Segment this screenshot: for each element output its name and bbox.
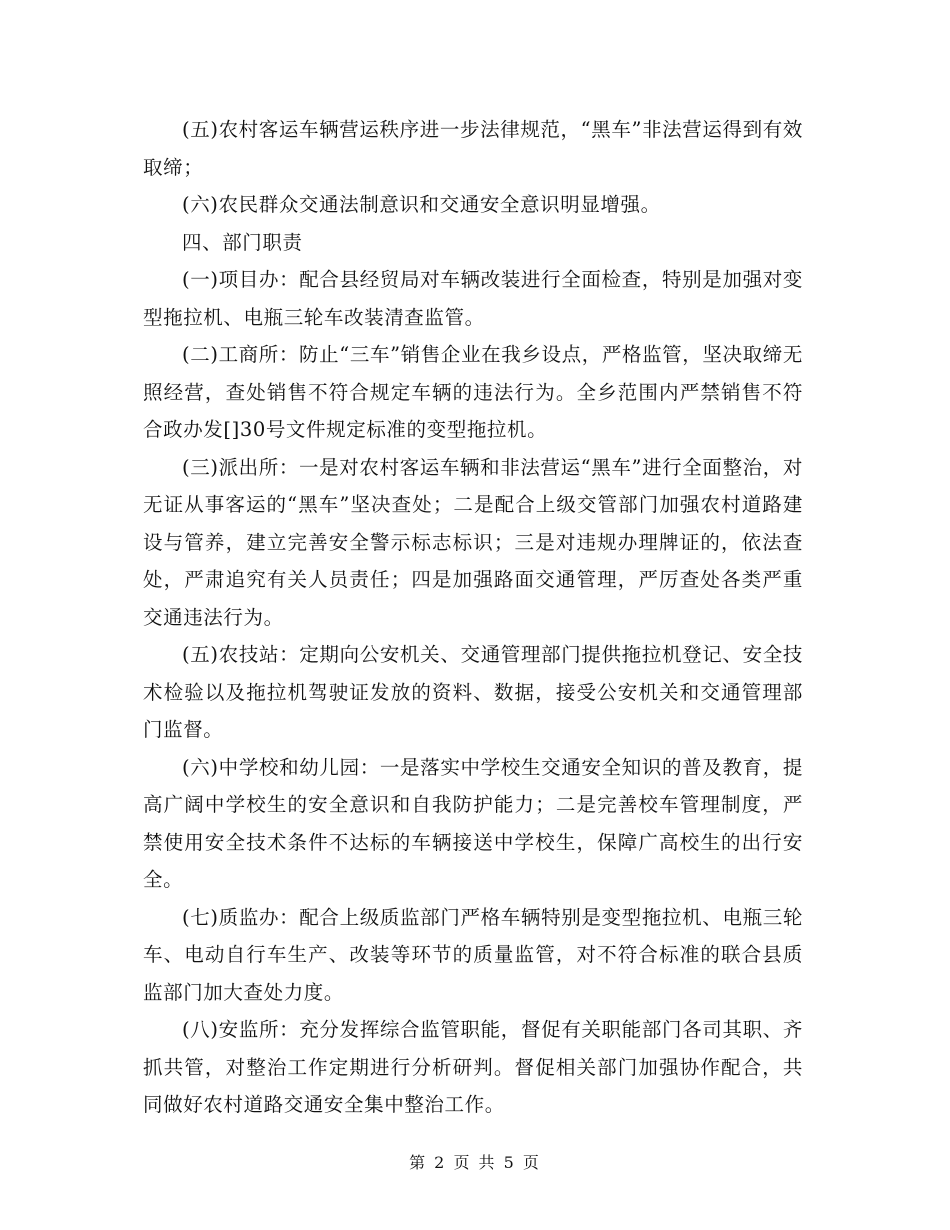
document-body bbox=[143, 111, 803, 1124]
paragraph-schools: (六)中学校和幼儿园：一是落实中学校生交通安全知识的普及教育，提高广阔中学校生的安全意识和自我防护能力；二是完善校车管理制度，严禁使用安全技术条件不达标的车辆接送中学校生，保障广高校生的出行安全。 bbox=[143, 755, 803, 891]
paragraph-industry-commerce: (二)工商所：防止“三车”销售企业在我乡设点，严格监管，坚决取缔无照经营，查处销售不符合规定车辆的违法行为。全乡范围内严禁销售不符合政办发[]30号文件规定标准的变型拖拉机。 bbox=[143, 343, 803, 441]
paragraph-goal-6: (六)农民群众交通法制意识和交通安全意识明显增强。 bbox=[182, 193, 661, 216]
paragraph-agri-tech-station: (五)农技站：定期向公安机关、交通管理部门提供拖拉机登记、安全技术检验以及拖拉机驾驶证发放的资料、数据，接受公安机关和交通管理部门监督。 bbox=[143, 643, 803, 741]
paragraph-safety-supervision: (八)安监所：充分发挥综合监管职能，督促有关职能部门各司其职、齐抓共管，对整治工作定期进行分析研判。督促相关部门加强协作配合，共同做好农村道路交通安全集中整治工作。 bbox=[143, 1018, 803, 1116]
page-footer: 第 2 页 共 5 页 bbox=[409, 1153, 541, 1172]
paragraph-police-station: (三)派出所：一是对农村客运车辆和非法营运“黑车”进行全面整治，对无证从事客运的“黑车”坚决查处；二是配合上级交管部门加强农村道路建设与管养，建立完善安全警示标志标识；三是对违规办理牌证的，依法查处，严肃追究有关人员责任；四是加强路面交通管理，严厉查处各类严重交通违法行为。 bbox=[143, 455, 803, 629]
section-heading-responsibilities: 四、部门职责 bbox=[182, 230, 303, 254]
paragraph-project-office: (一)项目办：配合县经贸局对车辆改装进行全面检查，特别是加强对变型拖拉机、电瓶三轮车改装清查监管。 bbox=[143, 268, 803, 329]
paragraph-goal-5: (五)农村客运车辆营运秩序进一步法律规范，“黑车”非法营运得到有效取缔； bbox=[143, 118, 803, 179]
paragraph-quality-supervision: (七)质监办：配合上级质监部门严格车辆特别是变型拖拉机、电瓶三轮车、电动自行车生产、改装等环节的质量监管，对不符合标准的联合县质监部门加大查处力度。 bbox=[143, 905, 803, 1004]
